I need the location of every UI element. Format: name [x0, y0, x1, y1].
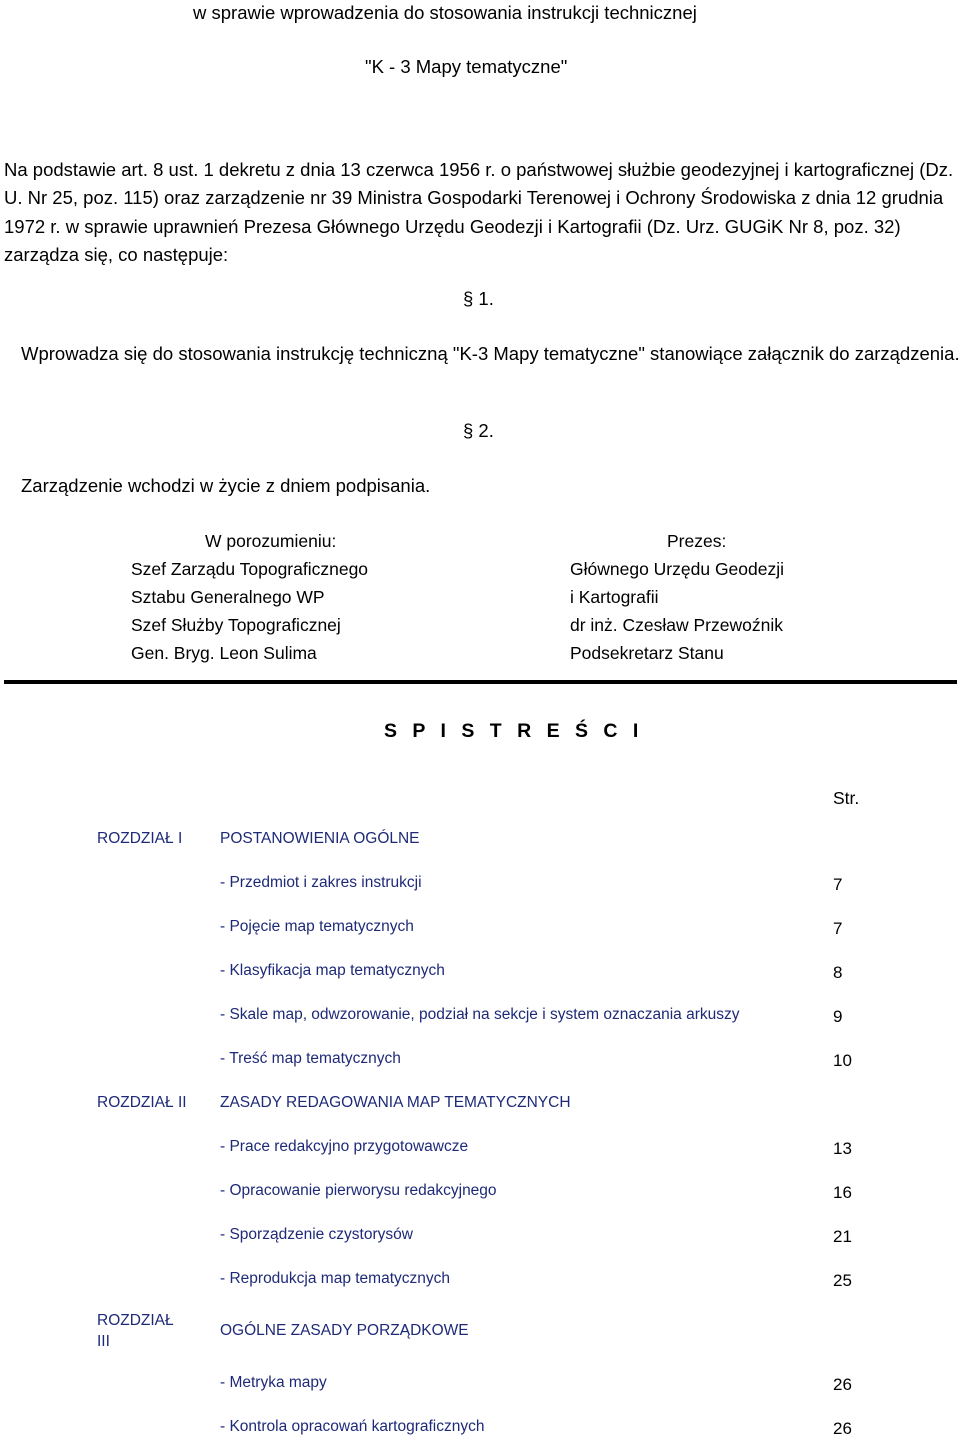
section-1-mark: § 1. — [463, 288, 494, 309]
signature-right-heading: Prezes: — [667, 531, 727, 551]
toc-chapter-label: ROZDZIAŁ II — [97, 1094, 187, 1111]
toc-item[interactable]: - Reprodukcja map tematycznych — [220, 1270, 451, 1287]
toc-item-page: 21 — [833, 1227, 852, 1246]
preamble-paragraph: Na podstawie art. 8 ust. 1 dekretu z dnia 13 czerwca 1956 r. o państwowej służbie geodezyjnej i kartograficznej (Dz. U. Nr 25, poz. 115) oraz zarządzenie nr 39 Ministra Gospodarki Terenowej i Ochrony Środowiska z dnia 12 grudnia 1972 r. w sprawie uprawnień Prezesa Głównego Urzędu Geodezji i Kartografii (Dz. Urz. GUGiK Nr 8, poz. 32) zarządza się, co następuje: — [4, 159, 954, 265]
toc-item-page: 16 — [833, 1183, 852, 1202]
toc-item[interactable]: - Prace redakcyjno przygotowawcze — [220, 1138, 469, 1155]
signature-right-line: Głównego Urzędu Geodezji — [570, 559, 785, 579]
toc-item-page: 7 — [833, 875, 843, 894]
toc-item-page: 9 — [833, 1007, 843, 1026]
toc-item[interactable]: - Kontrola opracowań kartograficznych — [220, 1418, 485, 1435]
signature-left-name: Gen. Bryg. Leon Sulima — [131, 643, 317, 663]
toc-chapter-title[interactable]: POSTANOWIENIA OGÓLNE — [220, 830, 420, 847]
toc-title: S P I S T R E Ś C I — [384, 720, 644, 742]
section-divider — [4, 680, 957, 684]
toc-item[interactable]: - Metryka mapy — [220, 1374, 327, 1391]
document-title-line1: w sprawie wprowadzenia do stosowania instrukcji technicznej — [193, 2, 697, 23]
toc-chapter-label: ROZDZIAŁ — [97, 1312, 174, 1329]
toc-item[interactable]: - Opracowanie pierworysu redakcyjnego — [220, 1182, 497, 1199]
toc-chapter-title[interactable]: OGÓLNE ZASADY PORZĄDKOWE — [220, 1322, 469, 1339]
toc-item[interactable]: - Pojęcie map tematycznych — [220, 918, 414, 935]
toc-page-header: Str. — [833, 788, 860, 808]
signature-left-line: Sztabu Generalnego WP — [131, 587, 325, 607]
section-2-text: Zarządzenie wchodzi w życie z dniem podpisania. — [21, 475, 431, 496]
toc-item-page: 13 — [833, 1139, 852, 1158]
toc-item[interactable]: - Skale map, odwzorowanie, podział na sekcje i system oznaczania arkuszy — [220, 1006, 740, 1023]
toc-chapter-label: ROZDZIAŁ I — [97, 830, 183, 847]
toc-item[interactable]: - Sporządzenie czystorysów — [220, 1226, 413, 1243]
toc-item-page: 26 — [833, 1419, 852, 1438]
signature-left-heading: W porozumieniu: — [205, 531, 337, 551]
toc-item[interactable]: - Treść map tematycznych — [220, 1050, 401, 1067]
toc-item-page: 10 — [833, 1051, 852, 1070]
section-1-text: Wprowadza się do stosowania instrukcję techniczną "K-3 Mapy tematyczne" stanowiące załącznik do zarządzenia. — [21, 343, 960, 364]
signature-right-name: dr inż. Czesław Przewoźnik — [570, 615, 783, 635]
section-2-mark: § 2. — [463, 420, 494, 441]
toc-item[interactable]: - Przedmiot i zakres instrukcji — [220, 874, 422, 891]
toc-item-page: 8 — [833, 963, 843, 982]
toc-chapter-title[interactable]: ZASADY REDAGOWANIA MAP TEMATYCZNYCH — [220, 1094, 571, 1111]
signature-left-line: Szef Zarządu Topograficznego — [131, 559, 369, 579]
toc-item[interactable]: - Klasyfikacja map tematycznych — [220, 962, 445, 979]
signature-right-line: i Kartografii — [570, 587, 659, 607]
toc-chapter-label: III — [97, 1333, 110, 1350]
document-title-line2: "K - 3 Mapy tematyczne" — [365, 56, 568, 77]
toc-item-page: 7 — [833, 919, 843, 938]
toc-item-page: 26 — [833, 1375, 852, 1394]
signature-left-line: Szef Służby Topograficznej — [131, 615, 341, 635]
signature-right-line: Podsekretarz Stanu — [570, 643, 724, 663]
toc-item-page: 25 — [833, 1271, 852, 1290]
